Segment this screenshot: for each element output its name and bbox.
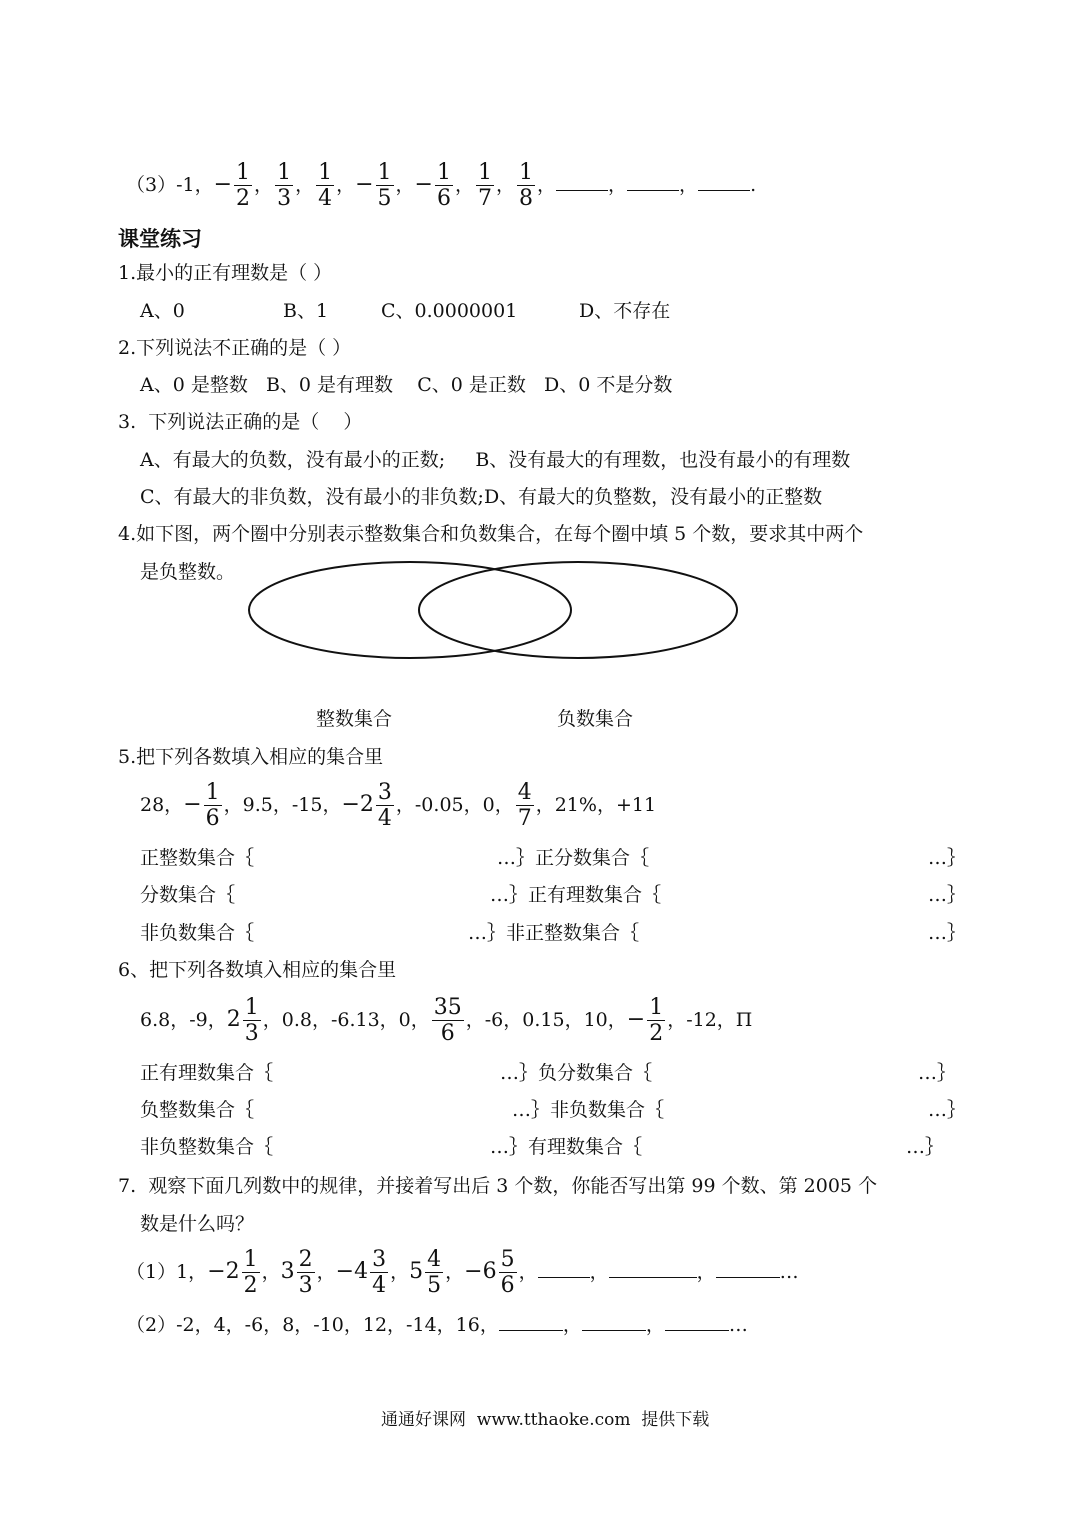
fraction xyxy=(213,160,254,212)
fraction-numerator: 1 xyxy=(277,160,292,185)
separator: ， xyxy=(645,1314,665,1336)
question-4-line-1: 4.如下图，两个圈中分别表示整数集合和负数集合，在每个圈中填 5 个数，要求其中两个 xyxy=(118,523,864,545)
q5-set-row-1b: …｝正分数集合｛ xyxy=(497,847,650,869)
fraction-numerator: 1 xyxy=(243,1247,258,1272)
separator: … xyxy=(728,1314,748,1336)
question-3: 3. 下列说法正确的是（ ） xyxy=(118,411,363,433)
separator: ， xyxy=(589,1260,609,1283)
q5-mixed-number xyxy=(341,780,395,832)
fraction-numerator: 1 xyxy=(318,160,333,185)
separator: ， xyxy=(679,173,699,196)
q5-text-4: ，21%，+11 xyxy=(535,793,657,816)
q5-text-1: 28， xyxy=(140,793,184,816)
fraction-denominator: 4 xyxy=(372,1273,387,1299)
question-7-line-1: 7. 观察下面几列数中的规律，并接着写出后 3 个数，你能否写出第 99 个数、第 2005 个 xyxy=(118,1175,878,1197)
answer-blank[interactable] xyxy=(538,1276,590,1278)
fraction-denominator: 6 xyxy=(440,1021,455,1047)
fraction-denominator: 6 xyxy=(436,186,451,212)
q5-set-row-1c: …｝ xyxy=(928,847,967,869)
fraction-numerator: 1 xyxy=(377,160,392,185)
fraction xyxy=(355,160,395,212)
fraction-numerator: 5 xyxy=(500,1247,515,1272)
question-6-numbers xyxy=(140,995,752,1047)
q6-text-3: ，-6，0.15，10， xyxy=(465,1008,627,1031)
question-7-sequence-1 xyxy=(126,1247,799,1299)
separator: ， xyxy=(496,173,516,196)
question-1-option-a: A、0 xyxy=(140,300,185,322)
q6-set-row-3b: …｝有理数集合｛ xyxy=(490,1136,643,1158)
q7-seq1-prefix: （1）1， xyxy=(126,1260,208,1283)
q6-set-row-1b: …｝负分数集合｛ xyxy=(500,1062,653,1084)
fraction-whole: 4 xyxy=(354,1258,369,1284)
q7-seq2-blanks xyxy=(499,1314,748,1336)
fraction xyxy=(335,1247,390,1299)
question-4-line-2: 是负整数。 xyxy=(140,561,236,583)
q7-seq1-items xyxy=(207,1247,799,1299)
q5-set-row-3b: …｝非正整数集合｛ xyxy=(468,922,640,944)
q5-set-row-3: 非负数集合｛ xyxy=(140,922,255,944)
separator: ， xyxy=(696,1260,716,1283)
fraction-sign: − xyxy=(183,791,202,817)
question-7-sequence-2 xyxy=(126,1316,748,1335)
fraction-numerator: 1 xyxy=(519,160,534,185)
fraction-denominator: 4 xyxy=(377,806,392,832)
answer-blank[interactable] xyxy=(627,189,679,191)
separator: ， xyxy=(261,1260,281,1283)
fraction-numerator: 1 xyxy=(436,160,451,185)
fraction xyxy=(183,780,223,832)
q5-set-label: 正整数集合｛ xyxy=(140,847,255,869)
separator: ， xyxy=(390,1260,410,1283)
fraction xyxy=(409,1247,445,1299)
q6-fraction-1 xyxy=(430,995,466,1047)
separator: ， xyxy=(395,173,415,196)
fraction xyxy=(515,160,537,212)
fraction-whole: 2 xyxy=(359,791,374,817)
fraction-numerator: 3 xyxy=(377,780,392,805)
fraction-denominator: 3 xyxy=(277,186,292,212)
q6-set-row-2: 负整数集合｛ xyxy=(140,1099,255,1121)
fraction-numerator: 1 xyxy=(244,995,259,1020)
q6-mixed-number xyxy=(226,995,263,1047)
fraction-whole: 3 xyxy=(280,1258,295,1284)
sequence-3-prefix: （3）-1， xyxy=(126,173,214,196)
fraction-whole: 6 xyxy=(482,1258,497,1284)
answer-blank[interactable] xyxy=(582,1329,646,1331)
separator: … xyxy=(779,1260,799,1283)
fraction-numerator: 3 xyxy=(372,1247,387,1272)
fraction-numerator: 4 xyxy=(517,780,532,805)
fraction xyxy=(314,160,336,212)
question-3-options-cd: C、有最大的非负数，没有最小的非负数;D、有最大的负整数，没有最小的正整数 xyxy=(140,486,823,508)
fraction-sign: − xyxy=(414,171,433,197)
fraction xyxy=(430,995,466,1047)
fraction-denominator: 2 xyxy=(236,186,251,212)
fraction-sign: − xyxy=(335,1258,355,1284)
fraction xyxy=(273,160,295,212)
fraction-denominator: 2 xyxy=(649,1021,664,1047)
fraction-sign: − xyxy=(341,791,360,817)
fraction-sign: − xyxy=(464,1258,483,1284)
fraction xyxy=(464,1247,518,1299)
fraction-denominator: 4 xyxy=(318,186,333,212)
q7-seq2-text: （2）-2，4，-6，8，-10，12，-14，16， xyxy=(126,1314,499,1336)
q6-text-2: ，0.8，-6.13，0， xyxy=(262,1008,430,1031)
question-5: 5.把下列各数填入相应的集合里 xyxy=(118,746,384,768)
question-6: 6、把下列各数填入相应的集合里 xyxy=(118,959,397,981)
answer-blank[interactable] xyxy=(499,1329,563,1331)
q5-text-3: ，-0.05，0， xyxy=(395,793,514,816)
q6-text-1: 6.8，-9， xyxy=(140,1008,227,1031)
question-2: 2.下列说法不正确的是（ ） xyxy=(118,337,352,359)
q5-set-row-2c: …｝ xyxy=(928,884,967,906)
question-1-option-b: B、1 xyxy=(283,300,329,322)
q5-text-2: ，9.5，-15， xyxy=(223,793,342,816)
answer-blank[interactable] xyxy=(716,1276,780,1278)
fraction xyxy=(226,995,263,1047)
question-7-line-2: 数是什么吗？ xyxy=(140,1213,255,1235)
fraction-whole: 2 xyxy=(226,1006,241,1032)
separator: ， xyxy=(537,173,557,196)
fraction-sign: − xyxy=(626,1006,646,1032)
question-2-options: A、0 是整数 B、0 是有理数 C、0 是正数 D、0 不是分数 xyxy=(140,374,673,396)
separator: . xyxy=(750,173,757,196)
separator: ， xyxy=(454,173,474,196)
fraction-denominator: 8 xyxy=(519,186,534,212)
fraction-numerator: 1 xyxy=(649,995,664,1020)
q5-fraction-1 xyxy=(183,780,223,832)
question-3-options-ab: A、有最大的负数，没有最小的正数; B、没有最大的有理数，也没有最小的有理数 xyxy=(140,449,851,471)
answer-blank[interactable] xyxy=(609,1276,697,1278)
fraction-whole: 5 xyxy=(409,1258,424,1284)
fraction-denominator: 2 xyxy=(243,1273,258,1299)
question-1: 1.最小的正有理数是（ ） xyxy=(118,262,333,284)
q5-set-row-3c: …｝ xyxy=(928,922,967,944)
fraction xyxy=(414,160,455,212)
question-1-option-d: D、不存在 xyxy=(579,300,671,322)
fraction-denominator: 5 xyxy=(377,186,392,212)
q6-set-row-1: 正有理数集合｛ xyxy=(140,1062,274,1084)
fraction-numerator: 2 xyxy=(298,1247,313,1272)
q6-set-row-2b: …｝非负数集合｛ xyxy=(512,1099,665,1121)
separator: ， xyxy=(445,1260,465,1283)
q6-set-row-3: 非负整数集合｛ xyxy=(140,1136,274,1158)
section-title: 课堂练习 xyxy=(118,226,202,251)
fraction-sign: − xyxy=(213,171,233,197)
q5-set-row-2: 分数集合｛ xyxy=(140,884,236,906)
venn-diagram xyxy=(240,555,750,670)
answer-blank[interactable] xyxy=(698,189,750,191)
separator: ， xyxy=(518,1260,538,1283)
separator: ， xyxy=(295,173,315,196)
answer-blank[interactable] xyxy=(556,189,608,191)
fraction-denominator: 3 xyxy=(244,1021,259,1047)
separator: ， xyxy=(336,173,356,196)
fraction-denominator: 6 xyxy=(500,1273,515,1299)
fraction xyxy=(207,1247,261,1299)
q6-fraction-2 xyxy=(626,995,667,1047)
fraction-denominator: 3 xyxy=(298,1273,313,1299)
q5-set-row-2b: …｝正有理数集合｛ xyxy=(490,884,662,906)
fraction xyxy=(280,1247,317,1299)
q6-set-row-1c: …｝ xyxy=(918,1062,957,1084)
fraction xyxy=(514,780,536,832)
q5-fraction-2 xyxy=(514,780,536,832)
fraction xyxy=(341,780,395,832)
fraction-sign: − xyxy=(207,1258,226,1284)
negative-set-label: 负数集合 xyxy=(557,708,634,730)
fraction xyxy=(474,160,496,212)
question-1-option-c: C、0.0000001 xyxy=(381,300,518,322)
negative-set-circle xyxy=(419,562,737,658)
q6-set-row-2c: …｝ xyxy=(928,1099,967,1121)
footer-credit: 通通好课网 www.tthaoke.com 提供下载 xyxy=(381,1410,710,1430)
fraction-denominator: 7 xyxy=(517,806,532,832)
fraction-numerator: 1 xyxy=(236,160,251,185)
fraction-denominator: 7 xyxy=(478,186,492,212)
fraction-numerator: 1 xyxy=(478,160,492,185)
fraction-whole: 2 xyxy=(225,1258,240,1284)
separator: ， xyxy=(562,1314,582,1336)
integer-set-label: 整数集合 xyxy=(316,708,393,730)
fraction xyxy=(626,995,667,1047)
integer-set-circle xyxy=(249,562,571,658)
separator: ， xyxy=(254,173,274,196)
separator: ， xyxy=(608,173,628,196)
q6-text-4: ，-12，Π xyxy=(667,1008,753,1031)
fraction-numerator: 4 xyxy=(427,1247,442,1272)
separator: ， xyxy=(316,1260,336,1283)
fraction-numerator: 1 xyxy=(205,780,220,805)
q5-set-row-1 xyxy=(140,849,254,868)
q6-set-row-3c: …｝ xyxy=(906,1136,945,1158)
fraction-sign: − xyxy=(355,171,374,197)
sequence-3-items xyxy=(213,160,757,212)
answer-blank[interactable] xyxy=(665,1329,729,1331)
fraction-denominator: 6 xyxy=(205,806,220,832)
fraction-numerator: 35 xyxy=(433,995,462,1020)
question-5-numbers xyxy=(140,780,656,832)
sequence-3 xyxy=(126,160,756,212)
fraction-denominator: 5 xyxy=(427,1273,442,1299)
